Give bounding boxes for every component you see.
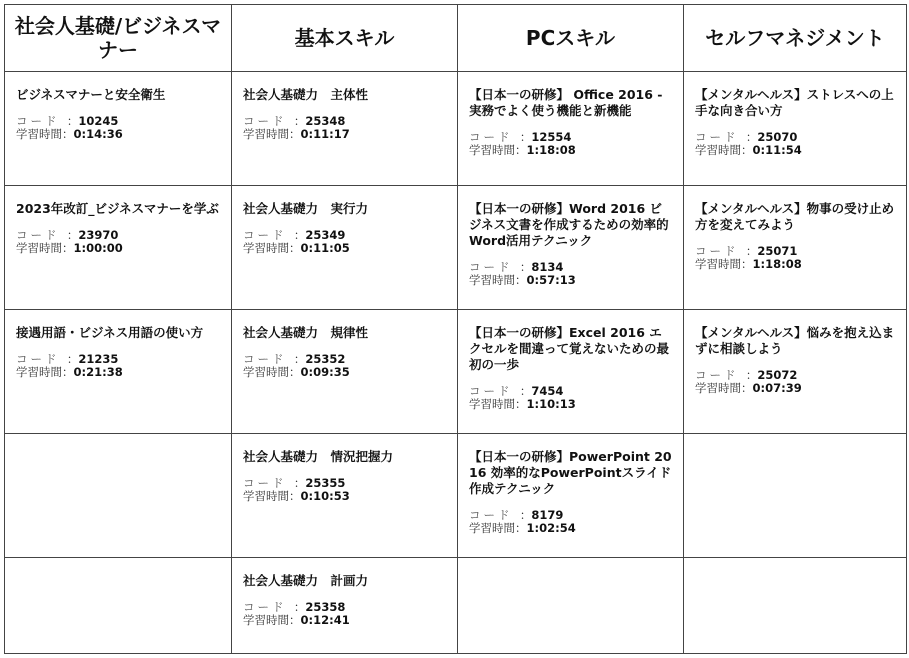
course-code: 25355 [305,476,346,490]
header-row [5,5,907,72]
course-cell[interactable] [232,558,458,654]
code-separator: ： [519,130,532,144]
course-code: 25071 [757,244,798,258]
study-time-label: 学習時間： [243,365,301,379]
study-time-label: 学習時間： [695,143,753,157]
study-time: 0:07:39 [752,381,802,395]
course-title[interactable]: 社会人基礎力 主体性 [243,87,369,102]
study-time: 1:00:00 [73,241,123,255]
study-time-label: 学習時間： [469,143,527,157]
course-title[interactable]: 2023年改訂_ビジネスマナーを学ぶ [16,201,219,216]
course-cell[interactable] [684,186,907,310]
table-row [5,434,907,558]
course-code: 25349 [305,228,346,242]
column-header: 基本スキル [232,5,458,72]
course-code: 12554 [531,130,572,144]
study-time: 0:14:36 [73,127,123,141]
column-header: セルフマネジメント [684,5,907,72]
course-code: 25070 [757,130,798,144]
study-time: 0:57:13 [526,273,576,287]
study-time-label: 学習時間： [243,241,301,255]
course-cell[interactable] [5,186,232,310]
table-row [5,310,907,434]
course-title[interactable]: 【メンタルヘルス】悩みを抱え込まずに相談しよう [695,325,895,356]
course-code: 23970 [78,228,119,242]
code-label: コード [243,228,287,242]
study-time-line [469,522,673,535]
study-time-line [695,382,896,395]
study-time: 0:09:35 [300,365,350,379]
study-time: 1:18:08 [752,257,802,271]
empty-cell [684,558,907,654]
course-title[interactable]: 【日本一の研修】Word 2016 ビジネス文書を作成するための効率的Word活用テクニック [469,201,669,248]
course-title[interactable]: 【メンタルヘルス】物事の受け止め方を変えてみよう [695,201,895,232]
table-body [5,72,907,654]
course-cell[interactable] [232,186,458,310]
study-time-line [243,242,447,255]
course-code: 21235 [78,352,119,366]
course-title[interactable]: 社会人基礎力 情況把握力 [243,449,394,464]
code-label: コード [469,260,513,274]
course-code: 25352 [305,352,346,366]
empty-cell [458,558,684,654]
course-cell[interactable] [458,72,684,186]
code-separator: ： [293,600,306,614]
study-time-line [469,144,673,157]
code-separator: ： [519,384,532,398]
course-title[interactable]: 【メンタルヘルス】ストレスへの上手な向き合い方 [695,87,894,118]
study-time-line [469,274,673,287]
study-time-label: 学習時間： [469,397,527,411]
study-time-line [16,242,221,255]
course-cell[interactable] [458,310,684,434]
study-time-label: 学習時間： [469,273,527,287]
study-time: 0:21:38 [73,365,123,379]
code-separator: ： [66,352,79,366]
code-label: コード [16,228,60,242]
study-time-line [16,128,221,141]
study-time-label: 学習時間： [16,365,74,379]
code-label: コード [243,600,287,614]
course-code: 25348 [305,114,346,128]
table-row [5,558,907,654]
study-time-line [243,128,447,141]
study-time-label: 学習時間： [469,521,527,535]
study-time-line [243,614,447,627]
course-code: 10245 [78,114,119,128]
course-code: 8134 [531,260,564,274]
study-time-line [16,366,221,379]
study-time: 0:10:53 [300,489,350,503]
course-cell[interactable] [684,72,907,186]
code-label: コード [16,114,60,128]
code-separator: ： [293,114,306,128]
code-separator: ： [293,352,306,366]
study-time: 1:18:08 [526,143,576,157]
study-time: 0:11:05 [300,241,350,255]
code-label: コード [243,114,287,128]
code-label: コード [469,130,513,144]
course-title[interactable]: 【日本一の研修】Excel 2016 エクセルを間違って覚えないための最初の一歩 [469,325,670,372]
empty-cell [5,434,232,558]
course-cell[interactable] [684,310,907,434]
course-cell[interactable] [458,434,684,558]
study-time-label: 学習時間： [16,241,74,255]
course-title[interactable]: ビジネスマナーと安全衛生 [16,87,166,102]
course-title[interactable]: 【日本一の研修】 Office 2016 - 実務でよく使う機能と新機能 [469,87,663,118]
code-separator: ： [66,228,79,242]
study-time-label: 学習時間： [16,127,74,141]
code-separator: ： [293,476,306,490]
study-time-label: 学習時間： [243,489,301,503]
course-cell[interactable] [232,310,458,434]
study-time-label: 学習時間： [695,257,753,271]
code-separator: ： [66,114,79,128]
code-label: コード [469,384,513,398]
study-time: 1:10:13 [526,397,576,411]
course-title[interactable]: 社会人基礎力 計画力 [243,573,369,588]
code-label: コード [16,352,60,366]
course-code: 25072 [757,368,798,382]
course-cell[interactable] [5,310,232,434]
code-separator: ： [519,508,532,522]
empty-cell [5,558,232,654]
course-title[interactable]: 【日本一の研修】PowerPoint 2016 効率的なPowerPointスライド作成テクニック [469,449,672,496]
study-time: 0:11:54 [752,143,802,157]
code-separator: ： [745,368,758,382]
study-time: 1:02:54 [526,521,576,535]
study-time-line [243,490,447,503]
code-separator: ： [293,228,306,242]
column-header: 社会人基礎/ビジネスマナー [5,5,232,72]
empty-cell [684,434,907,558]
course-title[interactable]: 社会人基礎力 実行力 [243,201,369,216]
course-code: 7454 [531,384,564,398]
table-row [5,186,907,310]
code-label: コード [695,244,739,258]
course-title[interactable]: 接遇用語・ビジネス用語の使い方 [16,325,204,340]
course-cell[interactable] [232,434,458,558]
code-label: コード [243,476,287,490]
code-separator: ： [745,130,758,144]
course-code: 8179 [531,508,564,522]
study-time-label: 学習時間： [243,127,301,141]
code-label: コード [695,368,739,382]
study-time-line [243,366,447,379]
course-cell[interactable] [458,186,684,310]
code-label: コード [243,352,287,366]
course-table [4,4,907,654]
study-time-line [695,144,896,157]
code-separator: ： [519,260,532,274]
course-cell[interactable] [232,72,458,186]
study-time-line [469,398,673,411]
table-row [5,72,907,186]
study-time: 0:11:17 [300,127,350,141]
course-cell[interactable] [5,72,232,186]
code-label: コード [469,508,513,522]
study-time-label: 学習時間： [243,613,301,627]
code-label: コード [695,130,739,144]
study-time: 0:12:41 [300,613,350,627]
course-code: 25358 [305,600,346,614]
course-title[interactable]: 社会人基礎力 規律性 [243,325,369,340]
study-time-line [695,258,896,271]
study-time-label: 学習時間： [695,381,753,395]
code-separator: ： [745,244,758,258]
column-header: PCスキル [458,5,684,72]
